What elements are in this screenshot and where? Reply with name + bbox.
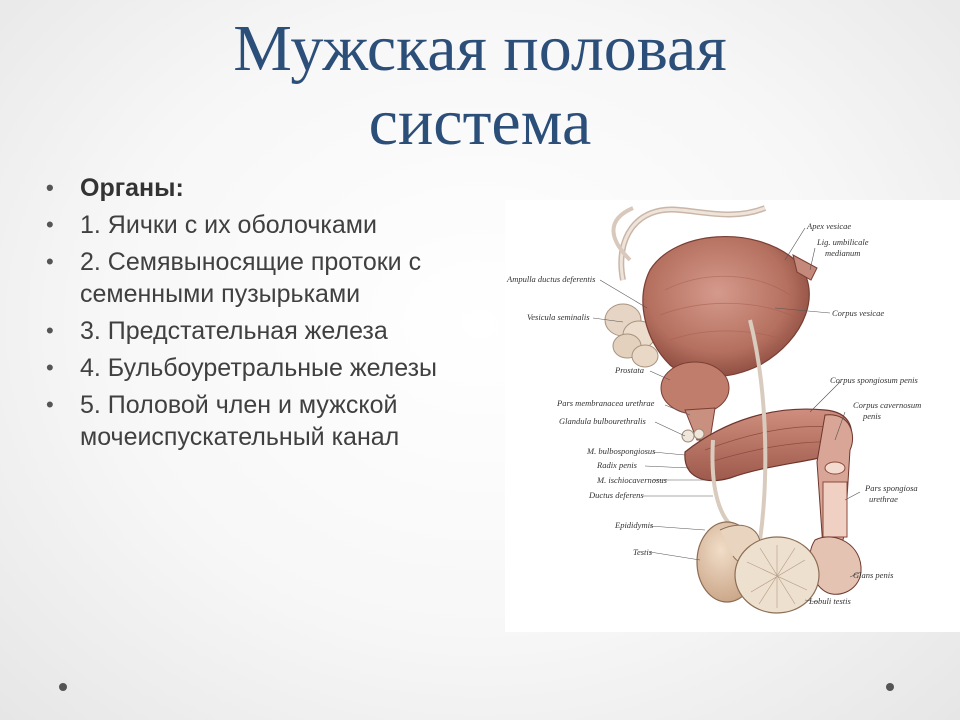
title-line-1: Мужская половая	[233, 12, 727, 85]
cross-section	[825, 462, 845, 474]
label-prostata: Prostata	[615, 365, 644, 375]
label-corpus-vesicae: Corpus vesicae	[832, 308, 885, 318]
label-epididymis: Epididymis	[615, 520, 654, 530]
label-ampulla: Ampulla ductus deferentis	[507, 274, 596, 284]
bullet-item: • 5. Половой член и мужской мочеиспускательный канал	[44, 389, 504, 453]
label-radix: Radix penis	[597, 460, 637, 470]
bullet-item: • 4. Бульбоуретральные железы	[44, 352, 504, 384]
label-lobuli: Lobuli testis	[809, 596, 851, 606]
label-pars-spongiosa: Pars spongiosa	[865, 483, 918, 493]
corner-dot-right	[886, 683, 894, 691]
label-penis: penis	[863, 411, 881, 421]
label-vesicula: Vesicula seminalis	[527, 312, 590, 322]
anatomy-illustration	[505, 200, 960, 632]
bladder	[643, 237, 809, 377]
bullet-item: • 3. Предстательная железа	[44, 315, 504, 347]
label-glans: Glans penis	[853, 570, 894, 580]
title-line-2: система	[368, 86, 592, 159]
label-apex-vesicae: Apex vesicae	[807, 221, 852, 231]
label-corpus-spongiosum: Corpus spongiosum penis	[830, 375, 918, 385]
label-glandula: Glandula bulbourethralis	[559, 416, 646, 426]
bullet-heading: • Органы:	[44, 172, 504, 204]
label-ductus-deferens: Ductus deferens	[589, 490, 644, 500]
prostate	[661, 362, 729, 414]
pars-spongiosa	[823, 482, 847, 537]
bullet-item: • 2. Семявыносящие протоки с семенными пузырьками	[44, 246, 504, 310]
bulbourethral-gland	[682, 430, 694, 442]
corner-dot-left	[59, 683, 67, 691]
label-corpus-cavernosum: Corpus cavernosum	[853, 400, 922, 410]
label-urethrae: urethrae	[869, 494, 898, 504]
label-m-bulbospongiosus: M. bulbospongiosus	[587, 446, 656, 456]
bullet-list	[44, 172, 504, 458]
label-testis: Testis	[633, 547, 653, 557]
bullet-item: • 1. Яички с их оболочками	[44, 209, 504, 241]
label-lig-umbilicale: Lig. umbilicale	[817, 237, 869, 247]
label-m-ischiocavernosus: M. ischiocavernosus	[597, 475, 667, 485]
label-medianum: medianum	[825, 248, 861, 258]
anatomy-drawing	[505, 200, 960, 632]
slide-title	[0, 12, 960, 160]
label-pars-membranacea: Pars membranacea urethrae	[557, 398, 655, 408]
